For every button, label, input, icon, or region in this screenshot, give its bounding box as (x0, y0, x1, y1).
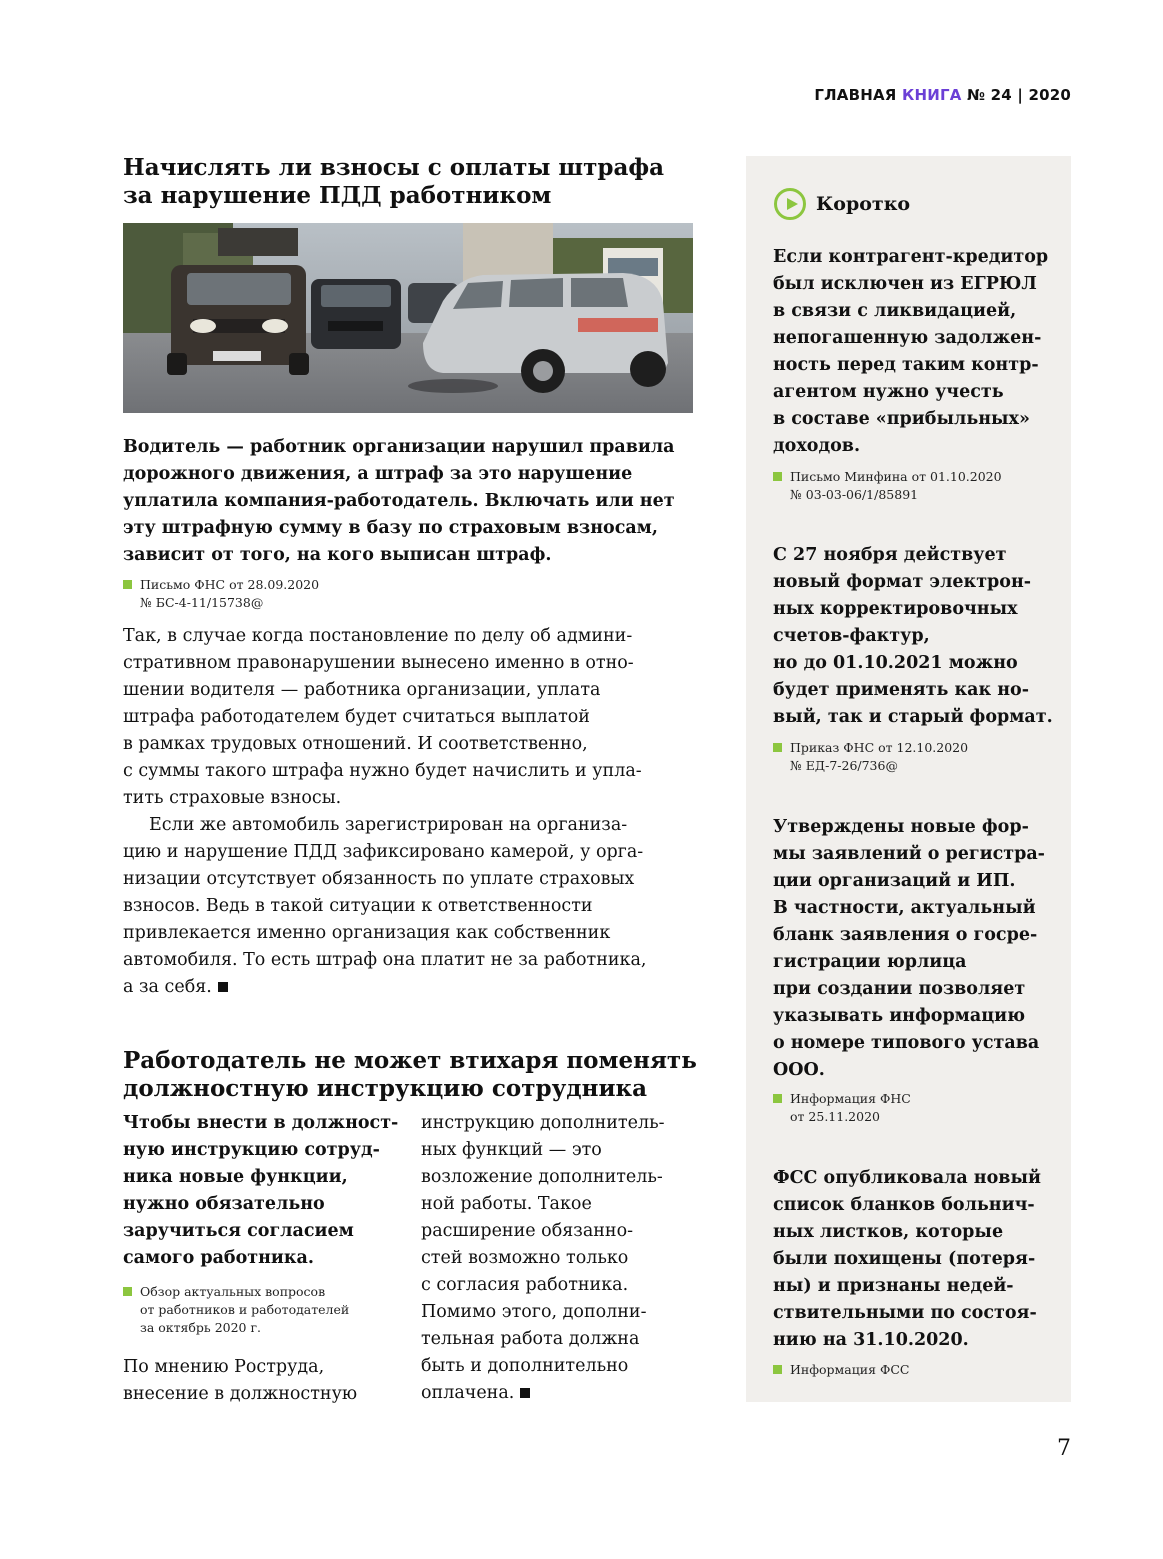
sidebar-line: новый формат электрон- (773, 572, 1032, 592)
sidebar-line: ных листков, которые (773, 1222, 1004, 1242)
body-line: тельная работа должна (421, 1329, 640, 1349)
body-line: автомобиля. То есть штраф она платит не за работника, (123, 950, 647, 970)
body-line-text: оплачена. (421, 1383, 515, 1403)
source-bullet-icon (773, 1094, 782, 1103)
body-line: быть и дополнительно (421, 1356, 629, 1376)
body-line: стративном правонарушении вынесено именно в отно- (123, 653, 634, 673)
body-line: возложение дополнитель- (421, 1167, 663, 1187)
source-bullet-icon (773, 472, 782, 481)
sidebar-line: список бланков больнич- (773, 1195, 1035, 1215)
article2-col2-body (421, 1110, 711, 1407)
source-line: за октябрь 2020 г. (140, 1320, 261, 1335)
body-line: цию и нарушение ПДД зафиксировано камерой, у орга- (123, 842, 644, 862)
source-line: Информация ФСС (790, 1362, 910, 1377)
source-line: № БС-4-11/15738@ (140, 595, 264, 610)
source-line: № 03-03-06/1/85891 (790, 487, 919, 502)
source-bullet-icon (123, 580, 132, 589)
body-line: По мнению Роструда, (123, 1357, 325, 1377)
sidebar-line: ООО. (773, 1060, 825, 1080)
sidebar-briefly (746, 156, 1071, 1402)
sidebar-line: бланк заявления о госре- (773, 925, 1038, 945)
body-line: Помимо этого, дополни- (421, 1302, 647, 1322)
body-line-last (123, 974, 708, 1001)
sidebar-source (773, 739, 1063, 775)
sidebar-item (773, 1165, 1063, 1354)
sidebar-line: ФСС опубликовала новый (773, 1168, 1041, 1188)
sidebar-line: непогашенную задолжен- (773, 328, 1042, 348)
sidebar-line: при создании позволяет (773, 979, 1026, 999)
sidebar-line: агентом нужно учесть (773, 382, 1004, 402)
magazine-header (814, 86, 1071, 104)
body-line-text: а за себя. (123, 977, 212, 997)
sidebar-line: Утверждены новые фор- (773, 817, 1029, 837)
article2-source (123, 1283, 413, 1337)
end-of-article-icon (218, 982, 228, 992)
body-line: тить страховые взносы. (123, 788, 342, 808)
body-line: низации отсутствует обязанность по уплате страховых (123, 869, 635, 889)
article1-title-line1: Начислять ли взносы с оплаты штрафа (123, 154, 665, 181)
sidebar-line: мы заявлений о регистра- (773, 844, 1045, 864)
body-line: инструкцию дополнитель- (421, 1113, 665, 1133)
article1-title (123, 154, 703, 210)
sidebar-line: вый, так и старый формат. (773, 707, 1053, 727)
sidebar-item (773, 814, 1063, 1084)
source-line: Информация ФНС (790, 1091, 911, 1106)
article1-lead-line: уплатила компания-работодатель. Включать или нет (123, 491, 675, 511)
sidebar-title: Коротко (816, 193, 911, 215)
body-line: Если же автомобиль зарегистрирован на организа- (149, 815, 628, 835)
sidebar-line: был исключен из ЕГРЮЛ (773, 274, 1037, 294)
sidebar-line: были похищены (потеря- (773, 1249, 1036, 1269)
article2-lead-line: самого работника. (123, 1248, 314, 1268)
sidebar-header (774, 186, 910, 222)
play-icon (774, 188, 806, 220)
body-line: взносов. Ведь в такой ситуации к ответственности (123, 896, 593, 916)
header-brand-part1: ГЛАВНАЯ (814, 86, 897, 104)
sidebar-line: в составе «прибыльных» (773, 409, 1030, 429)
article1-lead-line: дорожного движения, а штраф за это нарушение (123, 464, 633, 484)
source-line: Письмо ФНС от 28.09.2020 (140, 577, 320, 592)
sidebar-line: ствительными по состоя- (773, 1303, 1037, 1323)
article1-lead-line: эту штрафную сумму в базу по страховым взносам, (123, 518, 658, 538)
body-line: с согласия работника. (421, 1275, 629, 1295)
body-line: стей возможно только (421, 1248, 629, 1268)
sidebar-line: указывать информацию (773, 1006, 1026, 1026)
sidebar-line: ность перед таким контр- (773, 355, 1039, 375)
body-line: расширение обязанно- (421, 1221, 634, 1241)
header-issue: № 24 | 2020 (966, 86, 1071, 104)
sidebar-item (773, 244, 1063, 460)
header-brand-part2: КНИГА (902, 86, 962, 104)
article2-lead-line: ника новые функции, (123, 1167, 348, 1187)
body-line: Так, в случае когда постановление по делу об админи- (123, 626, 633, 646)
article2-title-line1: Работодатель не может втихаря поменять (123, 1047, 697, 1074)
article1-body (123, 623, 708, 1001)
source-line: от 25.11.2020 (790, 1109, 880, 1124)
body-line: в рамках трудовых отношений. И соответственно, (123, 734, 588, 754)
source-line: Обзор актуальных вопросов (140, 1284, 326, 1299)
article2-col1-body (123, 1354, 413, 1408)
road-accident-photo (123, 223, 693, 413)
article1-lead (123, 434, 703, 569)
sidebar-line: ных корректировочных (773, 599, 1018, 619)
sidebar-line: о номере типового устава (773, 1033, 1040, 1053)
sidebar-line: С 27 ноября действует (773, 545, 1007, 565)
source-bullet-icon (773, 743, 782, 752)
source-line: Письмо Минфина от 01.10.2020 (790, 469, 1002, 484)
article2-lead (123, 1110, 413, 1272)
article2-lead-line: нужно обязательно (123, 1194, 325, 1214)
sidebar-line: ции организаций и ИП. (773, 871, 1016, 891)
body-line: привлекается именно организация как собственник (123, 923, 611, 943)
sidebar-item (773, 542, 1063, 731)
source-line: Приказ ФНС от 12.10.2020 (790, 740, 969, 755)
sidebar-line: Если контрагент-кредитор (773, 247, 1049, 267)
sidebar-line: В частности, актуальный (773, 898, 1036, 918)
source-line: № ЕД-7-26/736@ (790, 758, 898, 773)
sidebar-line: будет применять как но- (773, 680, 1029, 700)
body-line: ных функций — это (421, 1140, 602, 1160)
end-of-article-icon (520, 1388, 530, 1398)
source-line: от работников и работодателей (140, 1302, 350, 1317)
sidebar-line: доходов. (773, 436, 861, 456)
sidebar-source (773, 1090, 1063, 1126)
article2-lead-line: заручиться согласием (123, 1221, 354, 1241)
sidebar-line: гистрации юрлица (773, 952, 967, 972)
body-line: штрафа работодателем будет считаться выплатой (123, 707, 590, 727)
sidebar-line: ны) и признаны недей- (773, 1276, 1014, 1296)
page-number: 7 (1057, 1436, 1071, 1461)
source-bullet-icon (773, 1365, 782, 1374)
article1-source (123, 576, 523, 612)
sidebar-line: счетов-фактур, (773, 626, 930, 646)
sidebar-line: в связи с ликвидацией, (773, 301, 1017, 321)
article2-lead-line: Чтобы внести в должност- (123, 1113, 399, 1133)
body-line: внесение в должностную (123, 1384, 358, 1404)
article1-title-line2: за нарушение ПДД работником (123, 182, 552, 209)
body-line: шении водителя — работника организации, уплата (123, 680, 601, 700)
body-line: ной работы. Такое (421, 1194, 592, 1214)
source-bullet-icon (123, 1287, 132, 1296)
article1-lead-line: зависит от того, на кого выписан штраф. (123, 545, 552, 565)
article2-lead-line: ную инструкцию сотруд- (123, 1140, 380, 1160)
body-line: с суммы такого штрафа нужно будет начислить и упла- (123, 761, 642, 781)
sidebar-line: нию на 31.10.2020. (773, 1330, 969, 1350)
sidebar-source (773, 468, 1063, 504)
article2-title (123, 1047, 703, 1103)
article2-title-line2: должностную инструкцию сотрудника (123, 1075, 648, 1102)
sidebar-line: но до 01.10.2021 можно (773, 653, 1018, 673)
sidebar-source (773, 1361, 1063, 1379)
body-line-last (421, 1380, 711, 1407)
article1-lead-line: Водитель — работник организации нарушил правила (123, 437, 675, 457)
